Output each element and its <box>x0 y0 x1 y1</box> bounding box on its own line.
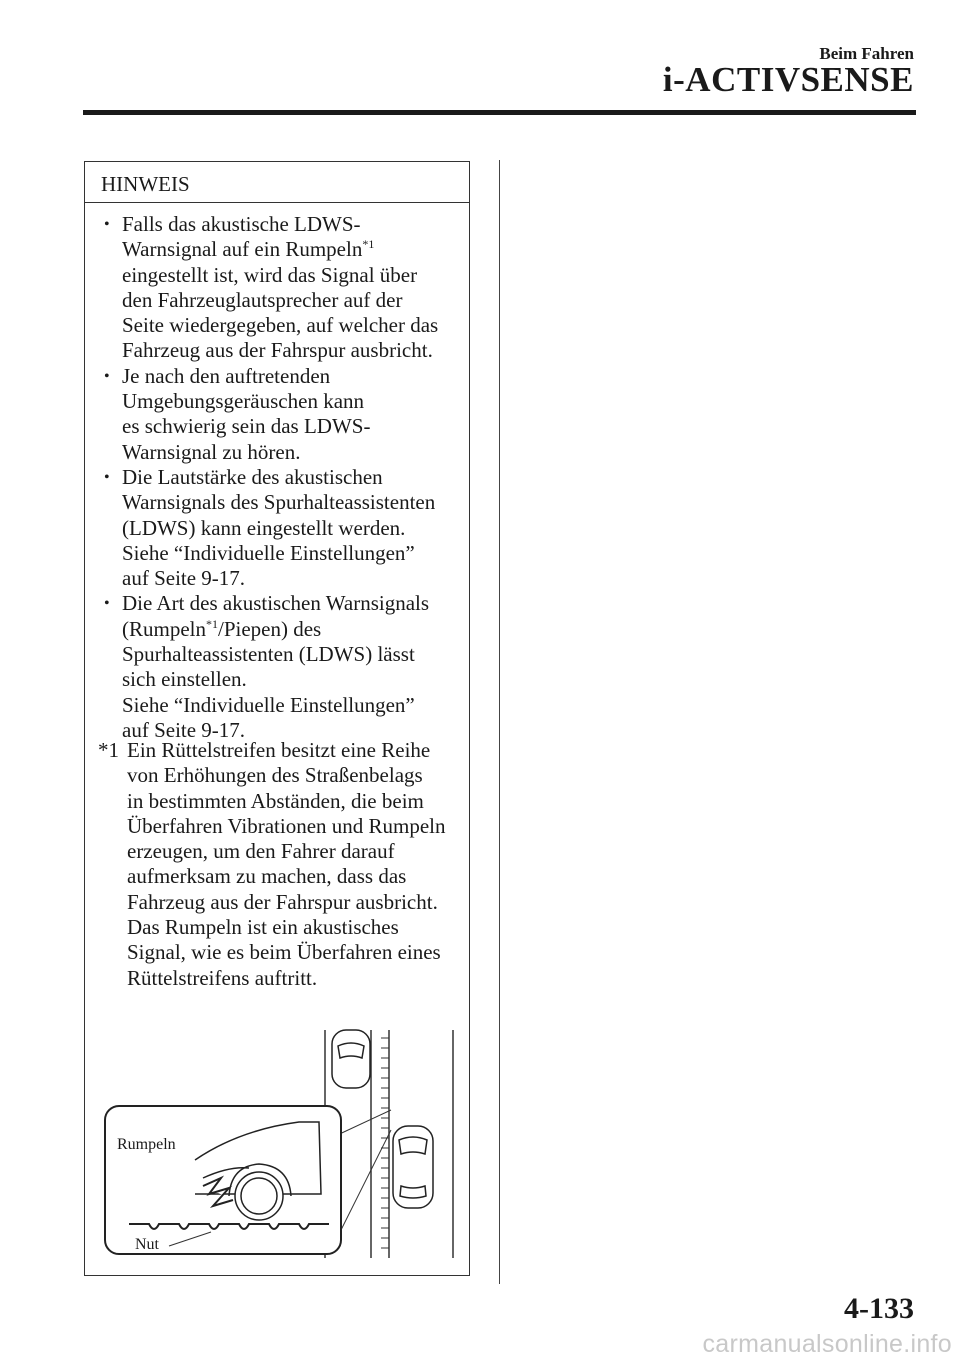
groove-label: Nut <box>135 1236 159 1253</box>
footer-watermark: carmanualsonline.info <box>702 1330 952 1358</box>
bullet-dot-icon: • <box>104 468 110 486</box>
car-ahead-icon <box>332 1030 370 1088</box>
chapter-title: i-ACTIVSENSE <box>662 60 914 99</box>
footnote-text: Ein Rüttelstreifen besitzt eine Reihe von Erhöhungen des Straßenbelags in bestimmten Abständen, die beim Überfahren Vibrationen und Rumpeln erzeugen, um den Fahrer darauf aufmerksam zu machen, dass das Fahrzeug aus der Fahrspur ausbricht. Das Rumpeln ist ein akustisches Signal, wie es beim Überfahren eines Rüttelstreifens auftritt. <box>127 738 446 990</box>
bullet-dot-icon: • <box>104 595 110 613</box>
section-label: Beim Fahren <box>819 44 914 63</box>
note-bullet <box>85 465 471 591</box>
bullet-text: Falls das akustische LDWS- Warnsignal auf ein Rumpeln$^{*1}$ eingestellt ist, wird das Signal über den Fahrzeuglautsprecher auf der Seite wiedergegeben, auf welcher das Fahrzeug aus der Fahrspur ausbricht. <box>122 212 439 363</box>
footnote-mark: *1 <box>98 738 119 762</box>
note-heading: HINWEIS <box>101 172 190 196</box>
note-bullet-list <box>85 212 471 743</box>
rumble-label: Rumpeln <box>117 1136 176 1153</box>
bullet-text: Die Lautstärke des akustischen Warnsignals des Spurhalteassistenten (LDWS) kann eingestellt werden. Siehe “Individuelle Einstellungen” auf Seite 9-17. <box>122 464 436 591</box>
footnote-ref: *1 <box>362 237 375 252</box>
bullet-dot-icon: • <box>104 216 110 233</box>
rumble-strip-illustration <box>99 1018 469 1258</box>
note-bullet <box>85 212 471 364</box>
bullet-dot-icon: • <box>104 367 110 385</box>
footnote-ref: *1 <box>206 616 218 631</box>
note-box <box>84 161 470 1276</box>
footnote <box>85 738 471 991</box>
page-number: 4-133 <box>844 1292 914 1325</box>
column-divider <box>499 160 500 1284</box>
note-bullet <box>85 364 471 465</box>
bullet-text: Die Art des akustischen Warnsignals (Rumpeln$^{*1}$/Piepen) des Spurhalteassistenten (LDWS) lässt sich einstellen. Siehe “Individuelle Einstellungen” auf Seite 9-17. <box>122 591 430 742</box>
header-rule <box>83 110 916 115</box>
note-divider <box>85 202 469 203</box>
note-bullet <box>85 591 471 743</box>
car-drifting-icon <box>393 1126 433 1208</box>
bullet-text: Je nach den auftretenden Umgebungsgeräuschen kann es schwierig sein das LDWS- Warnsignal zu hören. <box>122 363 371 464</box>
